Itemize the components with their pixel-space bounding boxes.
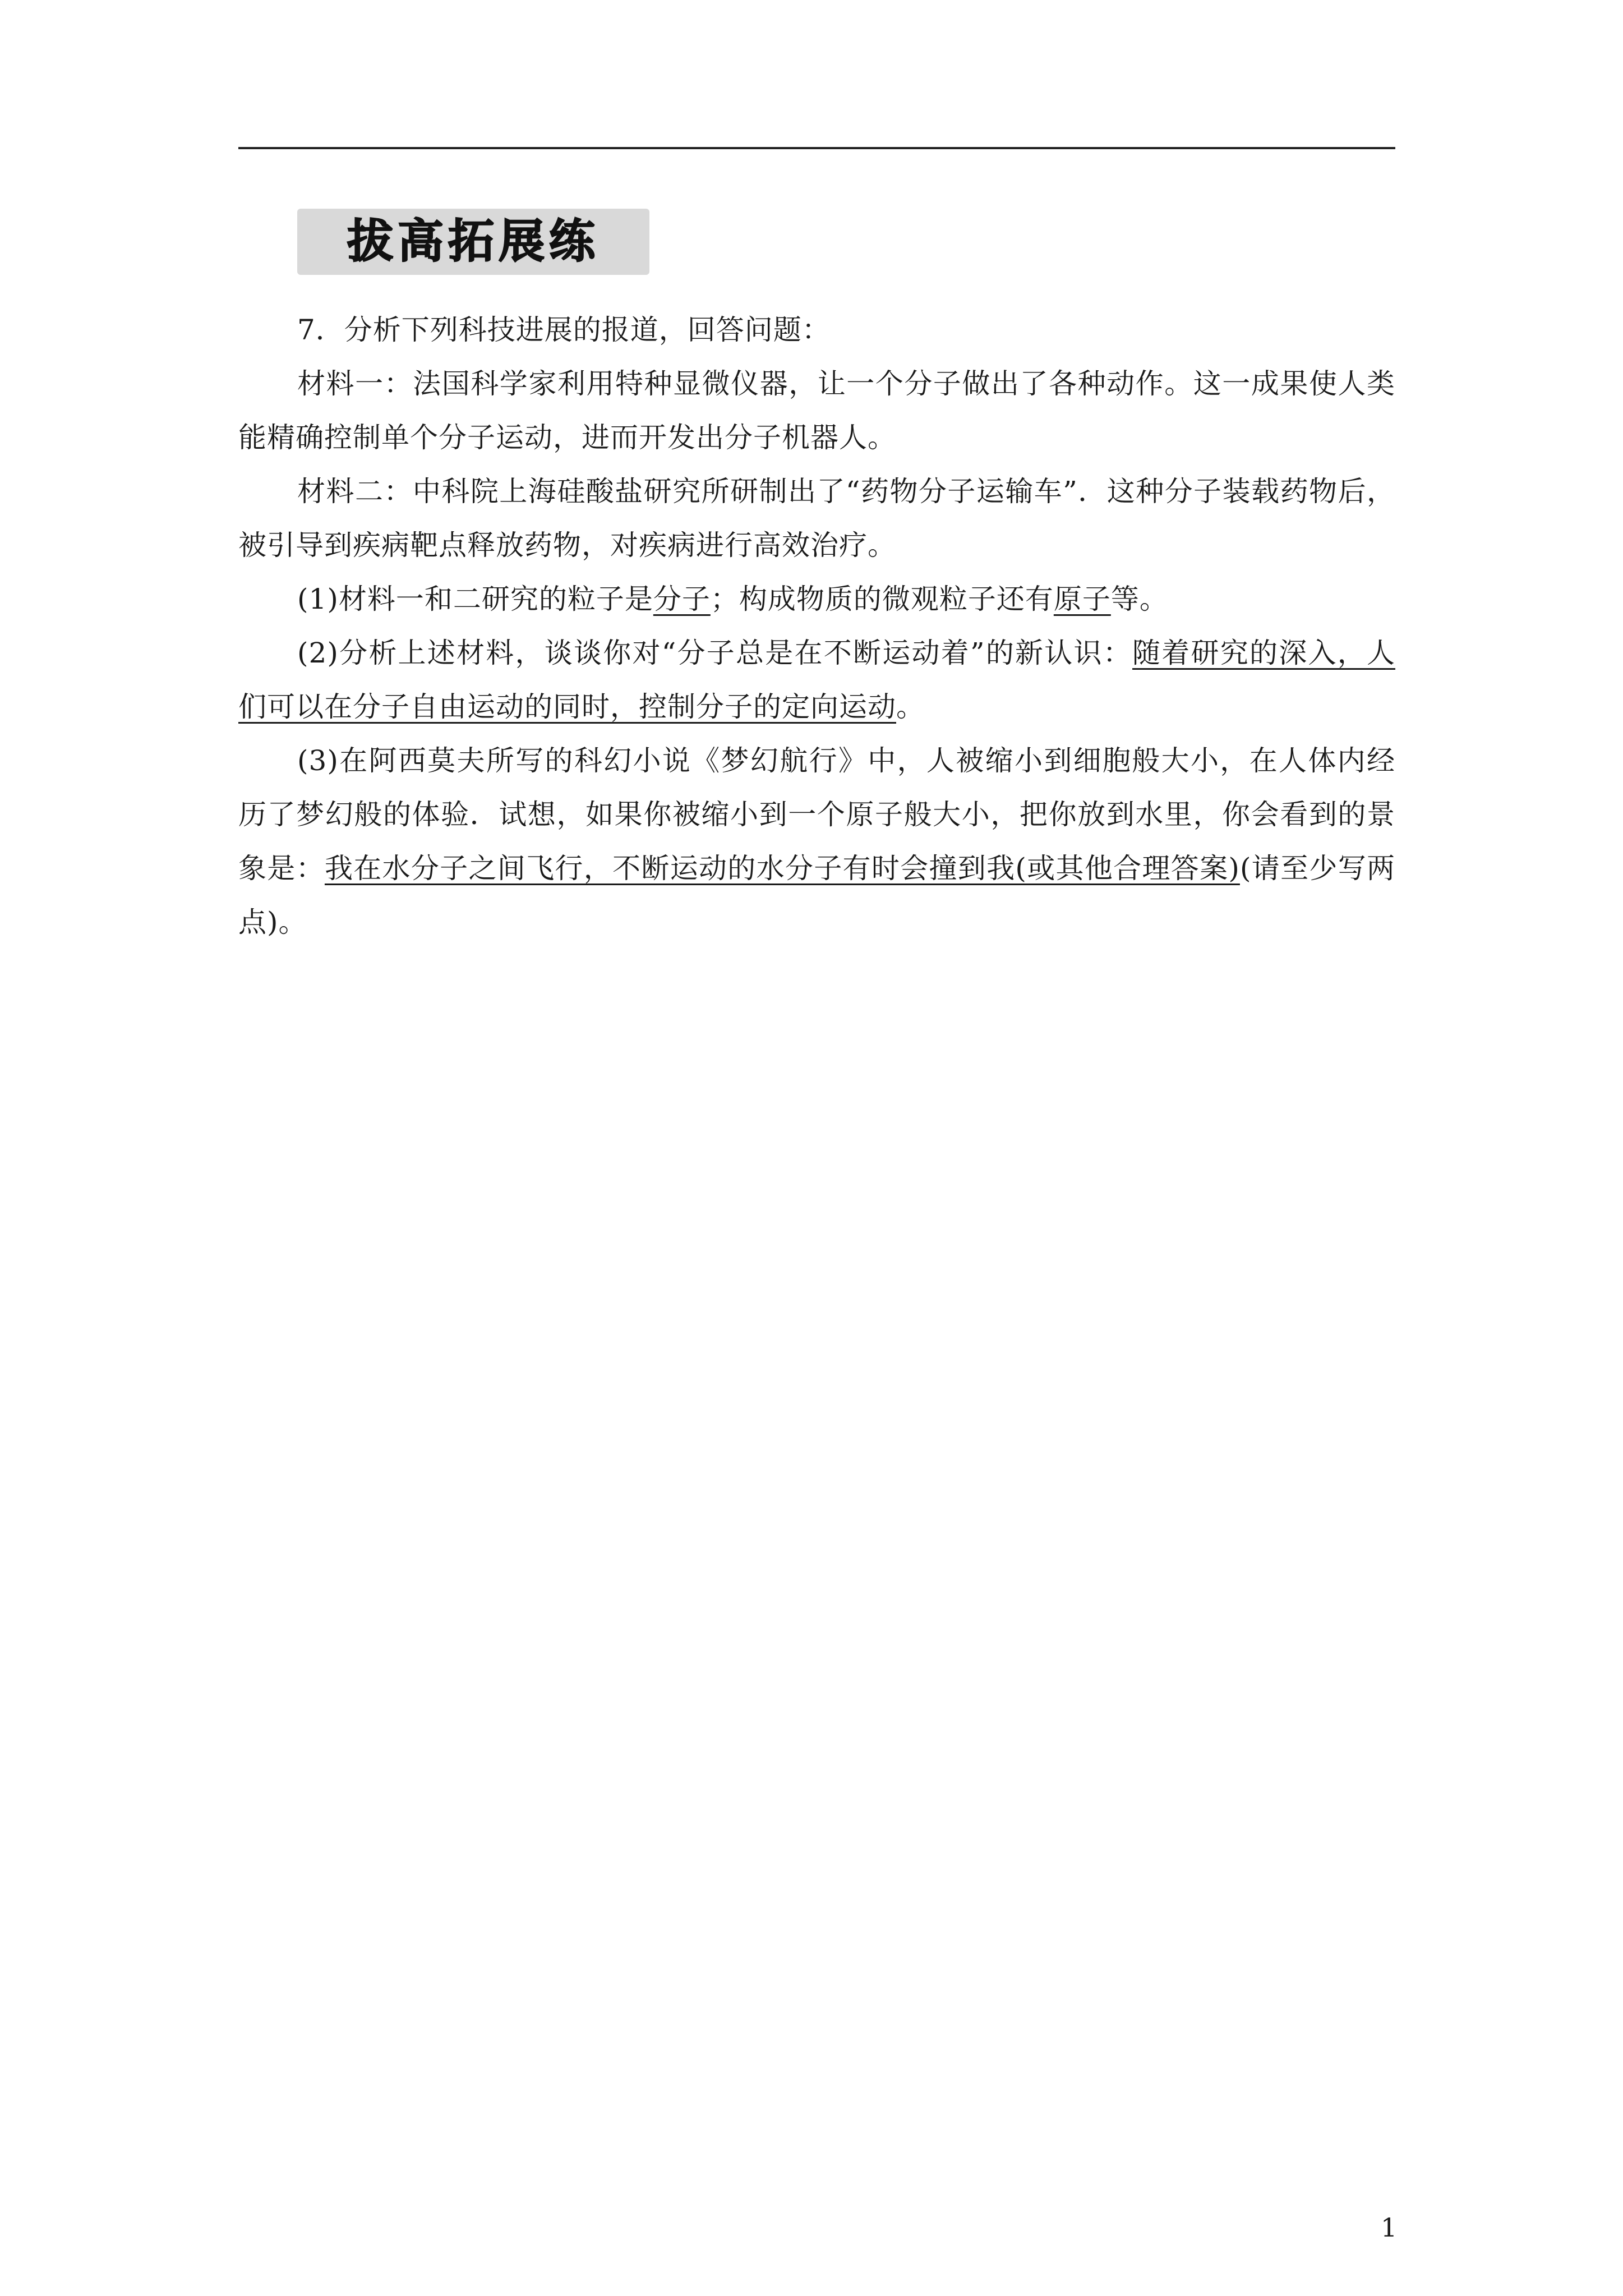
page-number: 1	[1381, 2212, 1398, 2243]
section-banner	[297, 209, 649, 275]
sub-question-2	[238, 626, 1395, 734]
sub-question-1-suffix: 等。	[1110, 583, 1168, 615]
material-two: 材料二：中科院上海硅酸盐研究所研制出了“药物分子运输车”．这种分子装载药物后，被引导到疾病靶点释放药物，对疾病进行高效治疗。	[238, 475, 1395, 562]
question-intro: 7．分析下列科技进展的报道，回答问题：	[297, 314, 831, 346]
material-one: 材料一：法国科学家利用特种显微仪器，让一个分子做出了各种动作。这一成果使人类能精确控制单个分子运动，进而开发出分子机器人。	[238, 367, 1395, 454]
sub-question-2-suffix: 。	[896, 691, 925, 723]
sub-question-1	[238, 572, 1395, 626]
answer-particle-molecule: 分子	[653, 583, 711, 615]
sub-question-2-prefix: (2)分析上述材料，谈谈你对“分子总是在不断运动着”的新认识：	[297, 637, 1133, 669]
header-rule	[238, 147, 1395, 149]
answer-scene-description: 我在水分子之间飞行，不断运动的水分子有时会撞到我(或其他合理答案)	[324, 852, 1240, 885]
sub-question-3	[238, 734, 1395, 949]
answer-new-understanding: 随着研究的深入，人们可以在分子自由运动的同时，控制分子的定向运动	[238, 637, 1396, 723]
sub-question-3-suffix: (请至少写两点)。	[238, 852, 1396, 938]
answer-particle-atom: 原子	[1053, 583, 1111, 615]
sub-question-1-prefix: (1)材料一和二研究的粒子是	[297, 583, 653, 615]
question-body	[238, 303, 1395, 949]
sub-question-3-prefix: (3)在阿西莫夫所写的科幻小说《梦幻航行》中，人被缩小到细胞般大小，在人体内经历了梦幻般的体验．试想，如果你被缩小到一个原子般大小，把你放到水里，你会看到的景象是：	[238, 744, 1395, 885]
sub-question-1-middle: ；构成物质的微观粒子还有	[710, 583, 1054, 615]
section-title: 拔高拓展练	[347, 215, 600, 268]
